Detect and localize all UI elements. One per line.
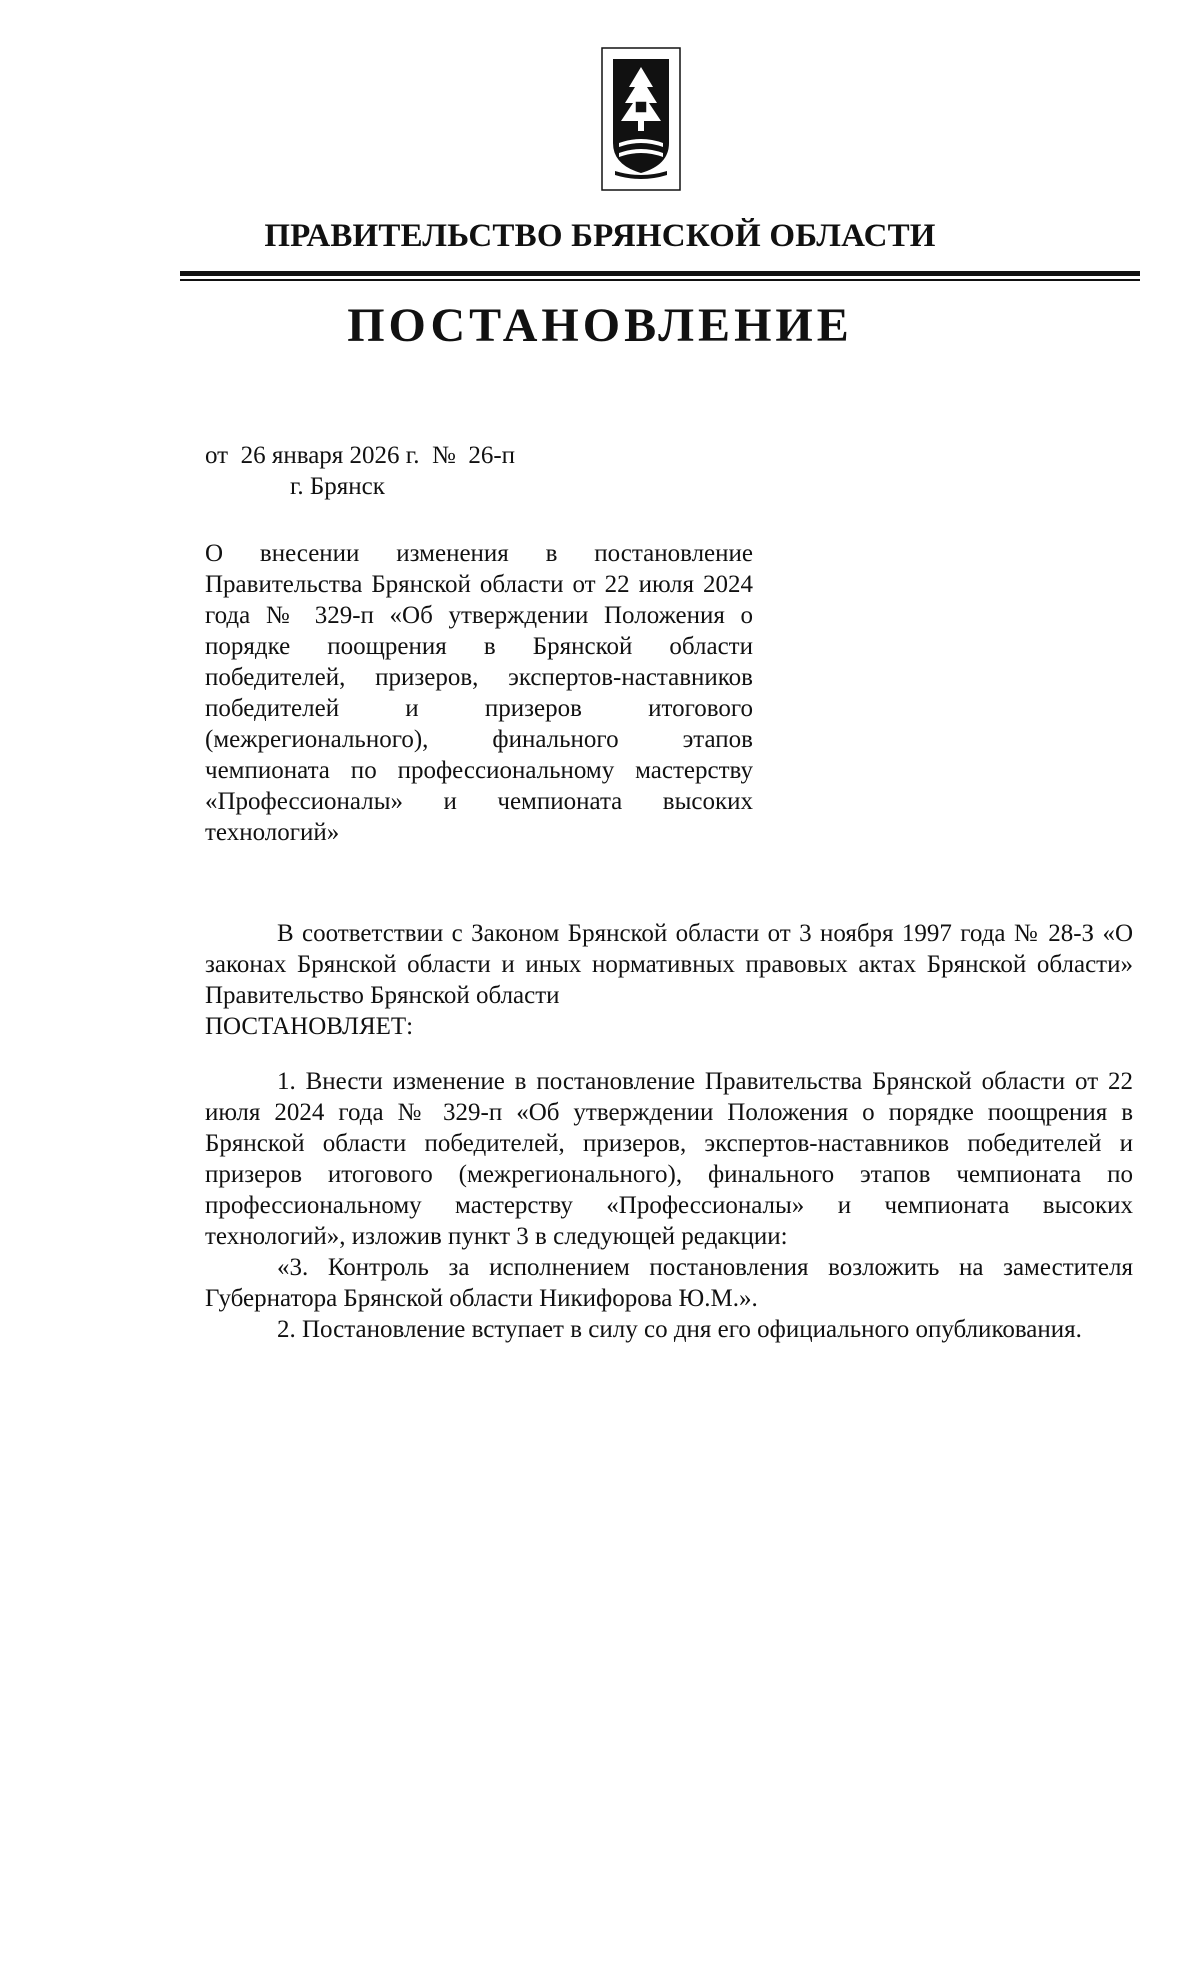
header-rule-thin bbox=[180, 279, 1140, 281]
document-type: ПОСТАНОВЛЕНИЕ bbox=[347, 299, 853, 352]
preamble-paragraph: В соответствии с Законом Брянской области от 3 ноября 1997 года № 28-З «О законах Брянской области и иных нормативных правовых актах Брянской области» Правительство Брянской области bbox=[205, 920, 1133, 1009]
coat-of-arms-icon bbox=[601, 47, 681, 191]
item-1-quote-paragraph: «3. Контроль за исполнением постановления возложить на заместителя Губернатора Брянской области Никифорова Ю.М.». bbox=[205, 1254, 1133, 1312]
resolves-line: ПОСТАНОВЛЯЕТ: bbox=[205, 1013, 414, 1040]
item-1-paragraph: 1. Внести изменение в постановление Правительства Брянской области от 22 июля 2024 года № 329-п «Об утверждении Положения о порядке поощрения в Брянской области победителей, призеров, экспертов-наставников победителей и призеров итогового (межрегионального), финального этапов чемпионата по профессиональному мастерству «Профессионалы» и чемпионата высоких технологий», изложив пункт 3 в следующей редакции: bbox=[205, 1068, 1133, 1250]
header-rule-thick bbox=[180, 271, 1140, 276]
date-number-line: от 26 января 2026 г. № 26-п bbox=[205, 442, 516, 469]
document-body bbox=[205, 918, 1133, 1345]
city-line: г. Брянск bbox=[290, 473, 385, 500]
government-title: ПРАВИТЕЛЬСТВО БРЯНСКОЙ ОБЛАСТИ bbox=[264, 218, 936, 254]
document-subject: О внесении изменения в постановление Правительства Брянской области от 22 июля 2024 года № 329-п «Об утверждении Положения о порядке поощрения в Брянской области победителей, призеров, экспертов-наставников победителей и призеров итогового (межрегионального), финального этапов чемпионата по профессиональному мастерству «Профессионалы» и чемпионата высоких технологий» bbox=[205, 540, 753, 846]
item-2-paragraph: 2. Постановление вступает в силу со дня его официального опубликования. bbox=[277, 1316, 1082, 1343]
